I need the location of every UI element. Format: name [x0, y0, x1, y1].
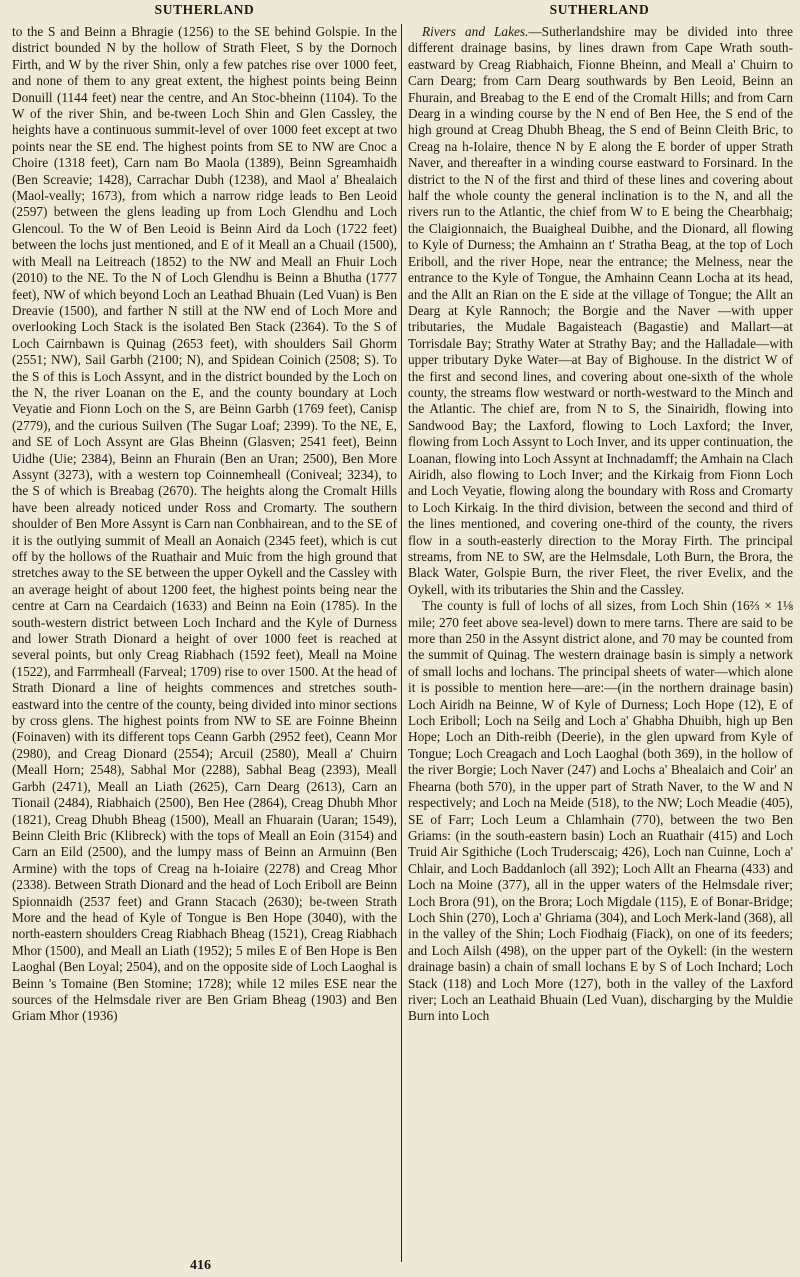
- column-divider: [401, 24, 402, 1262]
- left-column: [12, 24, 397, 1262]
- left-paragraph-1: to the S and Beinn a Bhragie (1256) to the SE behind Golspie. In the district bounded N by the hollow of Strath Fleet, S by the Dornoch Firth, and W by the river Shin, only a few patches rise over 1000 feet, and none of them to any great extent, the highest points being Beinn Donuill (1144 feet) near the centre, and An Stoc-bheinn (1104). To the W of the river Shin, and be-tween Loch Shin and Glen Cassley, the heights have a continuous summit-level of over 1000 feet except at two points near the SE end. The highest points from SE to NW are Cnoc a Choire (1318 feet), Carn nam Bo Maola (1389), Beinn Sgreamhaidh (Ben Screavie; 1428), Carrachar Dubh (1238), and Maol a' Bhealaich (Maol-veally; 1673), from which a narrow ridge leads to Ben Leoid (2597) between the glens leading up from Loch Glendhu and Loch Glencoul. To the W of Ben Leoid is Beinn Aird da Loch (1722 feet) between the lochs just mentioned, and E of it Meall an a Chuail (1500), with Meall na Leitreach (1852) to the NW and Meall an Fhuir Loch (2010) to the NE. To the N of Loch Glendhu is Beinn a Bhutha (1777 feet), NW of which beyond Loch an Leathad Bhuain (Led Vuan) is Ben Dreavie (1500), and farther N still at the NW end of Loch More and overlooking Loch Stack is the isolated Ben Stack (2364). To the S of Loch Cairnbawn is Quinag (2653 feet), with shoulders Sail Ghorm (2551; NW), Sail Garbh (2100; N), and Spidean Coinich (2508; S). To the S of this is Loch Assynt, and in the district bounded by the Loch on the N, the river Loanan on the E, and the county boundary at Loch Veyatie and Fionn Loch on the S, are Beinn Garbh (1769 feet), Canisp (2779), and the curious Suilven (The Sugar Loaf; 2399). To the NE, E, and SE of Loch Assynt are Glas Bheinn (Glasven; 2541 feet), Beinn Uidhe (Uie; 2384), Beinn an Fhurain (Ben an Uran; 2500), Ben More Assynt (3273), with a western top Coinnemheall (Coniveal; 3234), to the S of which is Breabag (2670). The heights along the Cromalt Hills have been already noticed under Ross and Cromarty. The southern shoulder of Ben More Assynt is Carn nan Conbhairean, and to the SE of it is the outlying summit of Meall an Aonaich (2345 feet), which is cut off by the hollows of the Ruathair and Muic from the high ground that stretches away to the SE between the upper Oykell and the Cassley with an average height of about 1200 feet, the highest points being near the centre at Carn na Ceardaich (1633) and Beinn na Eoin (1785). In the south-western district between Loch Inchard and the Kyle of Durness and lower Strath Dionard a height of over 1000 feet is reached at several points, but only Creag Riabhach (1592 feet), Meall na Moine (1522), and Farrmheall (Farveal; 1709) rise to over 1500. At the head of Strath Dionard a line of heights commences and stretches south-eastward into the centre of the county, being divided into minor sections by cross glens. The highest points from NW to SE are Foinne Bheinn (Foinaven) with its different tops Ceann Garbh (2952 feet), Ceann Mor (2980), and Creag Dionard (2554); Arcuil (2580), Meall a' Chuirn (Meall Horn; 2548), Sabhal Mor (2288), Sabhal Beag (2393), Meall Garbh (2471), Meall an Liath (2625), Carn Dearg (2613), Carn an Tionail (2484), Riabhaich (2500), Ben Hee (2864), Creag Dhubh Mhor (1821), Creag Dhubh Bheag (1500), Meall an Fhuarain (Uaran; 1549), Beinn Cleith Bric (Klibreck) with the tops of Meall an Eoin (3154) and Carn an Eild (2500), and the lumpy mass of Beinn an Armuinn (Ben Armine) with the tops of Creag na h-Ioiaire (2278) and Creag Mhor (2338). Between Strath Dionard and the head of Loch Eriboll are Beinn Spionnaidh (2537 feet) and Grann Stacach (2630); be-tween Strath More and the head of Kyle of Tongue is Ben Hope (3040), with the north-eastern shoulders Creag Riabhach Bheag (1521), Creag Riabhach Mhor (1500), and Meall an Liath (1952); 5 miles E of Ben Hope is Ben Laoghal (Ben Loyal; 2504), and on the opposite side of Loch Laoghal is Beinn 's Tomaine (Ben Stomine; 1728); while 12 miles ESE near the sources of the Helmsdale river are Ben Griam Bheag (1903) and Ben Griam Mhor (1936): [12, 24, 397, 1024]
- section-lead-heading: Rivers and Lakes.: [422, 24, 529, 39]
- running-header-left: SUTHERLAND: [154, 2, 255, 17]
- right-paragraph-1: [408, 24, 793, 598]
- right-paragraph-2: The county is full of lochs of all sizes, from Loch Shin (16⅔ × 1⅛ mile; 270 feet above sea-level) down to mere tarns. There are said to be more than 250 in the Assynt district alone, and 70 may be counted from the summit of Quinag. The western drainage basin is simply a network of small lochs and lochans. The principal sheets of water—which alone it is possible to mention here—are:—(in the northern drainage basin) Loch Airidh na Beinne, W of Kyle of Durness; Loch Hope (12), E of Loch Eriboll; Loch na Seilg and Loch a' Ghabha Dhuibh, high up Ben Hope; Loch an Dith-reibh (Deerie), in the glen upward from Kyle of Tongue; Loch Creagach and Loch Laoghal (both 369), in the hollow of the river Borgie; Loch Naver (247) and Lochs a' Bhealaich and Coir' an Fhearna (both 570), in the upper part of Strath Naver, to the W and N respectively; and Loch na Meide (518), to the NW; Loch Meadie (405), SE of Farr; Loch Leum a Chlamhain (770), between the two Ben Griams: (in the south-eastern basin) Loch an Ruathair (415) and Loch Truid Air Sgithiche (Loch Truderscaig; 426), Loch nan Cuinne, Loch a' Chlair, and Loch Baddanloch (all 392); Loch Allt an Fhearna (433) and Loch na Moine (377), all in the upper waters of the Helmsdale river; Loch Brora (91), on the Brora; Loch Migdale (115), E of Bonar-Bridge; Loch Shin (270), Loch a' Ghriama (304), and Loch Merk-land (368), all in the valley of the Shin; Loch Fiodhaig (Fiack), on one of its feeders; and Loch Ailsh (498), on the upper part of the Oykell: (in the western drainage basin) a chain of small lochans E by S of Loch Inchard; Loch Stack (118) and Loch More (127), both in the valley of the Laxford river; Loch an Leathaid Bhuain (Led Vuan), discharging by the Muldie Burn into Loch: [408, 598, 793, 1024]
- running-header-right: SUTHERLAND: [549, 2, 650, 17]
- right-paragraph-1-text: —Sutherlandshire may be divided into three different drainage basins, by lines drawn from Cape Wrath south-eastward by Creag Riabhaich, Fionne Bheinn, and Meall a' Chuirn to Carn Dearg; from Carn Dearg southwards by Ben Leoid, Beinn an Fhurain, and Breabag to the E end of the Cromalt Hills; and from Carn Dearg in a winding course by the N end of Ben Hee, the S end of the high ground at Creag Dhubh Bheag, the S end of Beinn Cleith Bric, to Creag na h-Iolaire, thence N by E along the E border of upper Strath Naver, and thereafter in a winding course eastward to Forsinard. In the district to the N of the first and third of these lines and covering about half the whole county the general inclination is to the N, and all the rivers run to the Atlantic, the chief from W to E being the Chearbhaig; the Claigionnaich, the Buaigheal Duibhe, and the Dionard, all flowing to Kyle of Durness; the Amhainn an t' Stratha Beag, at the top of Loch Eriboll, and the river Hope, near the entrance; the Melness, near the entrance to the Kyle of Tongue, the Amhainn Ceann Locha at its head, and the Allt an Rian on the E side at the village of Tongue; the Allt an Dearg at Kyle Rannoch; the Borgie and the Naver —with upper tributaries, the Mudale Bagaisteach (Bagastie) and Mallart—at Torrisdale Bay; Strathy Water at Strathy Bay; and the Halladale—with upper tributary Dyke Water—at Bay of Bighouse. In the district W of the first and second lines, and covering about one-sixth of the whole county, the streams flow westward or north-westward to the Minch and the Atlantic. The chief are, from N to S, the Sinairidh, flowing into Sandwood Bay; the Laxford, flowing to Loch Laxford; the Inver, flowing from Loch Assynt to Loch Inver, and its upper continuation, the Loanan, flowing into Loch Assynt at Inchnadamff; the Amhain na Clach Airidh, also flowing to Loch Inver; and the Kirkaig from Fionn Loch and Loch Veyatie, flowing along the boundary with Ross and Cromarty to Loch Kirkaig. In the third division, between the second and third of the lines mentioned, and covering one-third of the county, the rivers flow in a south-easterly direction to the Moray Firth. The principal streams, from NE to SW, are the Helmsdale, Loth Burn, the Brora, the Black Water, Golspie Burn, the river Fleet, the river Evelix, and the Oykell, with its tributaries the Shin and the Cassley.: [408, 24, 793, 597]
- page-number: 416: [190, 1258, 211, 1273]
- right-column: [408, 24, 793, 1262]
